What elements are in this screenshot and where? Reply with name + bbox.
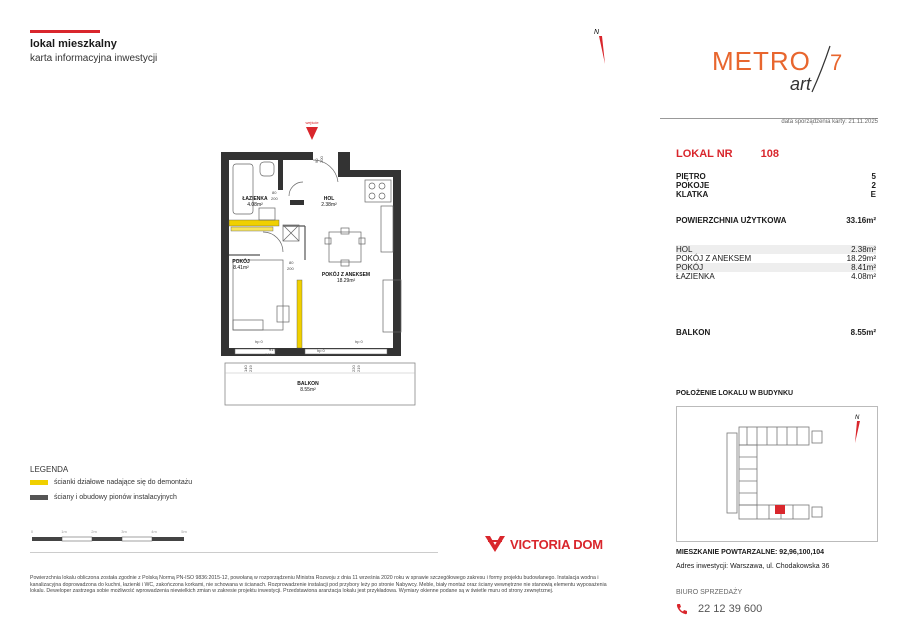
location-title: POŁOŻENIE LOKALU W BUDYNKU <box>676 390 794 397</box>
svg-text:219: 219 <box>356 365 361 372</box>
svg-text:3m: 3m <box>121 529 127 534</box>
footnote: Powierzchnia lokalu obliczona została zgodnie z Polską Normą PN-ISO 9836:2015-12, powołaną w rozporządzeniu Ministra Rozwoju z dnia 11 września 2020 roku w sprawie szczegółowego zakresu i formy projektu budowlanego. Instalacja wodna i kanalizacyjna doprowadzona do kuchni, łazienki i WC, zakończona korkami, nie schowana w ścianach. Rozprowadzenie instalacji pod przybory leży po stronie Nabywcy. Meble, biały montaż oraz ściany wewnętrzne nie stanowią elementu wyposażenia lokalu. Deweloper zastrzega sobie możliwość wprowadzenia niewielkich zmian w zakresie projektu inwestycji. Przedstawiona aranżacja lokalu jest przykładowa. Wymiary okienne podane są w świetle muru od strony zewnętrznej. <box>30 575 607 594</box>
list-item: POKÓJ 8.41m² <box>676 263 876 272</box>
list-item: ŁAZIENKA 4.08m² <box>676 272 876 281</box>
scale-bar <box>30 528 200 548</box>
svg-text:8.41m²: 8.41m² <box>233 265 249 271</box>
svg-text:hp 0: hp 0 <box>255 339 263 344</box>
legend-swatch-dark <box>30 495 48 500</box>
repeating-units: MIESZKANIE POWTARZALNE: 92,96,100,104 <box>676 549 825 556</box>
phone-icon <box>676 603 688 615</box>
logo-top: METRO <box>712 46 811 76</box>
area-row: POWIERZCHNIA UŻYTKOWA 33.16m² <box>676 216 876 225</box>
room-label-pokoj: POKÓJ <box>232 259 250 265</box>
legend-item-demountable: ścianki działowe nadające się do demontażu <box>30 479 192 486</box>
svg-text:90: 90 <box>314 158 319 163</box>
entrance-arrow-icon <box>306 127 318 140</box>
list-item: HOL 2.38m² <box>676 245 876 254</box>
unit-number <box>676 148 779 160</box>
svg-text:2.38m²: 2.38m² <box>321 202 337 208</box>
map-compass-label: N <box>855 415 860 421</box>
victoria-dom-icon <box>484 533 506 555</box>
map-compass-icon <box>855 421 860 443</box>
metro-art-logo <box>712 40 852 100</box>
svg-text:4m: 4m <box>151 529 157 534</box>
logo-number: 7 <box>830 50 843 75</box>
building-location-map <box>676 406 878 542</box>
svg-text:140: 140 <box>265 352 272 357</box>
unit-number-value: 108 <box>760 148 779 160</box>
svg-text:140: 140 <box>243 365 248 372</box>
phone-number: 22 12 39 600 <box>698 603 763 615</box>
room-label-hol: HOL <box>323 196 335 202</box>
room-label-aneks: POKÓJ Z ANEKSEM <box>321 272 371 278</box>
svg-text:4.08m²: 4.08m² <box>247 202 263 208</box>
floor-plan <box>205 120 435 420</box>
svg-text:200: 200 <box>271 196 278 201</box>
svg-text:80: 80 <box>289 260 294 265</box>
unit-marker <box>775 505 785 514</box>
compass-icon <box>588 24 612 66</box>
svg-text:200: 200 <box>319 156 324 163</box>
svg-text:8.55m²: 8.55m² <box>300 387 316 393</box>
legend-title: LEGENDA <box>30 465 69 474</box>
svg-text:0: 0 <box>30 529 34 534</box>
svg-text:219: 219 <box>248 365 253 372</box>
svg-text:220: 220 <box>351 365 356 372</box>
creation-date: data sporządzenia karty: 21.11.2025 <box>781 119 878 125</box>
developer-logo <box>484 533 603 555</box>
svg-text:1m: 1m <box>61 529 67 534</box>
svg-text:80: 80 <box>272 190 277 195</box>
room-area-list <box>676 245 876 281</box>
legend-item-walls: ściany i obudowy pionów instalacyjnych <box>30 494 177 501</box>
unit-number-label: LOKAL NR <box>676 148 733 160</box>
sales-phone[interactable] <box>676 603 762 615</box>
page-title: lokal mieszkalny <box>30 38 117 50</box>
svg-text:2m: 2m <box>91 529 97 534</box>
legend-swatch-yellow <box>30 480 48 485</box>
list-item: POKÓJ Z ANEKSEM 18.29m² <box>676 254 876 263</box>
header-accent-bar <box>30 30 100 33</box>
floor-row: PIĘTRO 5 <box>676 172 876 181</box>
room-label-balkon: BALKON <box>297 381 319 387</box>
svg-text:200: 200 <box>287 266 294 271</box>
developer-name: VICTORIA DOM <box>510 536 603 552</box>
balcony-row: BALKON 8.55m² <box>676 328 876 337</box>
svg-text:18.29m²: 18.29m² <box>336 278 356 284</box>
compass-label: N <box>594 29 600 36</box>
footer-divider <box>30 552 438 553</box>
page-subtitle: karta informacyjna inwestycji <box>30 53 158 64</box>
svg-text:5m: 5m <box>181 529 187 534</box>
room-label-lazienka: ŁAZIENKA <box>242 196 268 202</box>
logo-script: art <box>790 74 812 94</box>
svg-text:91 lb: 91 lb <box>269 347 278 352</box>
rooms-row: POKOJE 2 <box>676 181 876 190</box>
svg-text:hp 0: hp 0 <box>317 348 325 353</box>
entrance-label: wejście <box>305 120 319 125</box>
investment-address: Adres inwestycji: Warszawa, ul. Chodakowska 36 <box>676 563 830 570</box>
stair-row: KLATKA E <box>676 190 876 199</box>
sales-office-label: BIURO SPRZEDAŻY <box>676 589 743 596</box>
svg-text:hp 0: hp 0 <box>355 339 363 344</box>
